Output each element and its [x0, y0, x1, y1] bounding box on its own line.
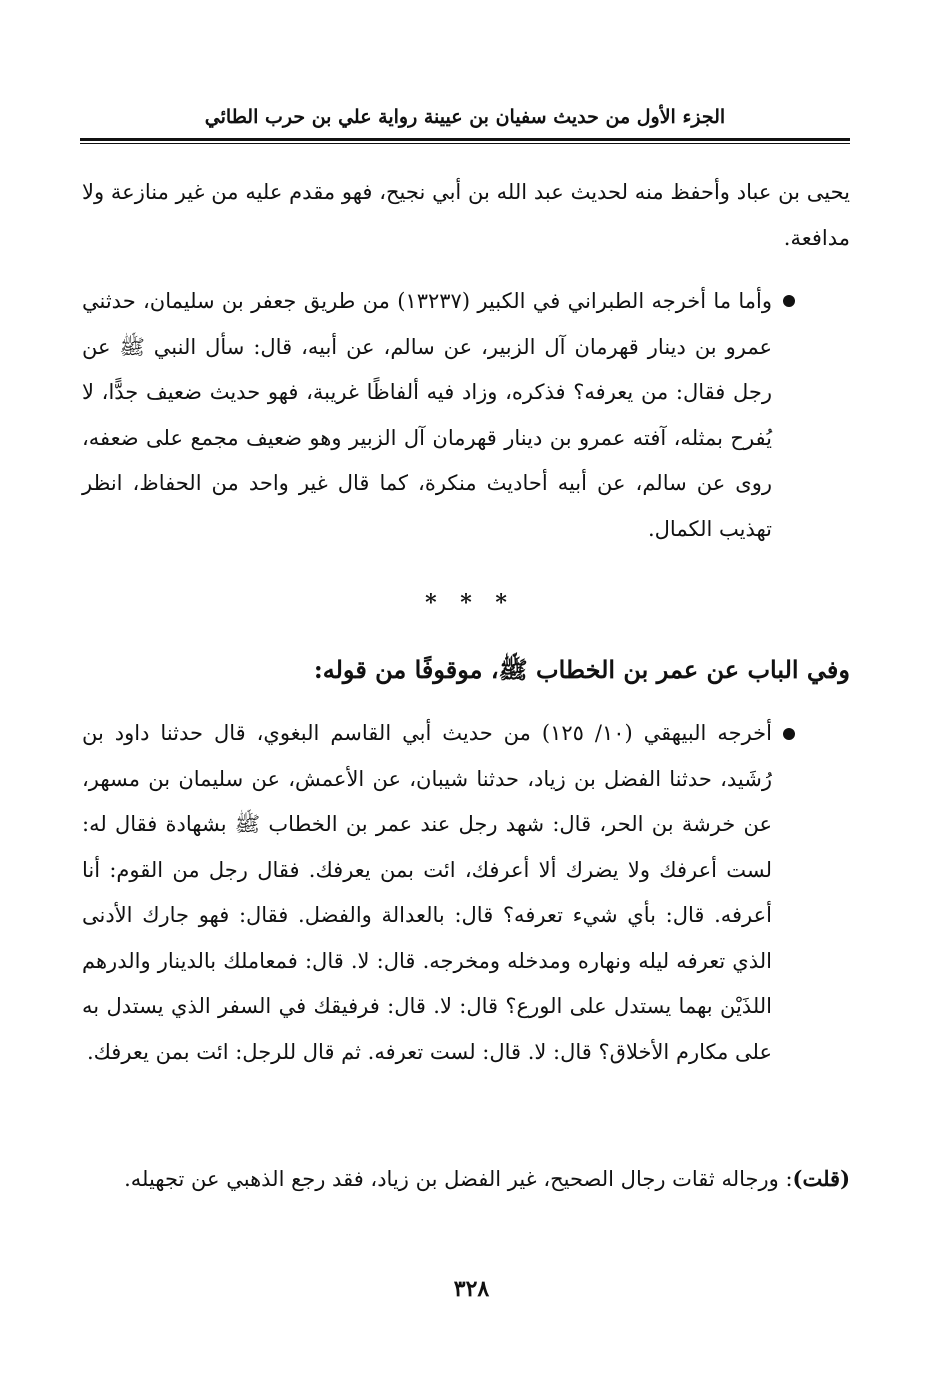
paragraph-note — [82, 1156, 850, 1203]
section-separator: * * * — [425, 590, 515, 616]
header-rule — [80, 138, 850, 141]
bullet-icon — [783, 295, 795, 307]
paragraph-bayhaqi: أخرجه البيهقي (١٠/ ١٢٥) من حديث أبي القاسم البغوي، قال حدثنا داود بن رُشَيد، حدثنا الفضل بن زياد، حدثنا شيبان، عن الأعمش، عن سليمان بن مسهر، عن خرشة بن الحر، قال: شهد رجل عند عمر بن الخطاب ﷺ بشهادة فقال له: لست أعرفك ولا يضرك ألا أعرفك، ائت بمن يعرفك. فقال رجل من القوم: أنا أعرفه. قال: بأي شيء تعرفه؟ قال: بالعدالة والفضل. فقال: فهو جارك الأدنى الذي تعرفه ليله ونهاره ومدخله ومخرجه. قال: لا. قال: فمعاملك بالدينار والدرهم اللذَيْن بهما يستدل على الورع؟ قال: لا. قال: فرفيقك في السفر الذي يستدل به على مكارم الأخلاق؟ قال: لا. قال: لست تعرفه. ثم قال للرجل: ائت بمن يعرفك. — [82, 721, 772, 1064]
note-text: : ورجاله ثقات رجال الصحيح، غير الفضل بن زياد، فقد رجع الذهبي عن تجهيله. — [124, 1167, 793, 1191]
note-label: (قلت) — [792, 1166, 850, 1191]
section-heading: وفي الباب عن عمر بن الخطاب ﷺ، موقوفًا من قوله: — [313, 655, 850, 684]
paragraph-continuation: يحيى بن عباد وأحفظ منه لحديث عبد الله بن أبي نجيح، فهو مقدم عليه من غير منازعة ولا مدافعة. — [82, 180, 850, 250]
header-rule-thin — [80, 143, 850, 144]
bullet-icon — [783, 728, 795, 740]
running-header: الجزء الأول من حديث سفيان بن عيينة رواية علي بن حرب الطائي — [204, 106, 726, 128]
paragraph-tabarani: وأما ما أخرجه الطبراني في الكبير (١٣٢٣٧) من طريق جعفر بن سليمان، حدثني عمرو بن دينار قهرمان آل الزبير، عن سالم، عن أبيه، قال: سأل النبي ﷺ عن رجل فقال: من يعرفه؟ فذكره، وزاد فيه ألفاظًا غريبة، فهو حديث ضعيف جدًّا، لا يُفرح بمثله، آفته عمرو بن دينار قهرمان آل الزبير وهو ضعيف مجمع على ضعفه، روى عن سالم، عن أبيه أحاديث منكرة، كما قال غير واحد من الحفاظ، انظر تهذيب الكمال. — [82, 289, 772, 541]
page-number: ٣٢٨ — [453, 1276, 490, 1302]
